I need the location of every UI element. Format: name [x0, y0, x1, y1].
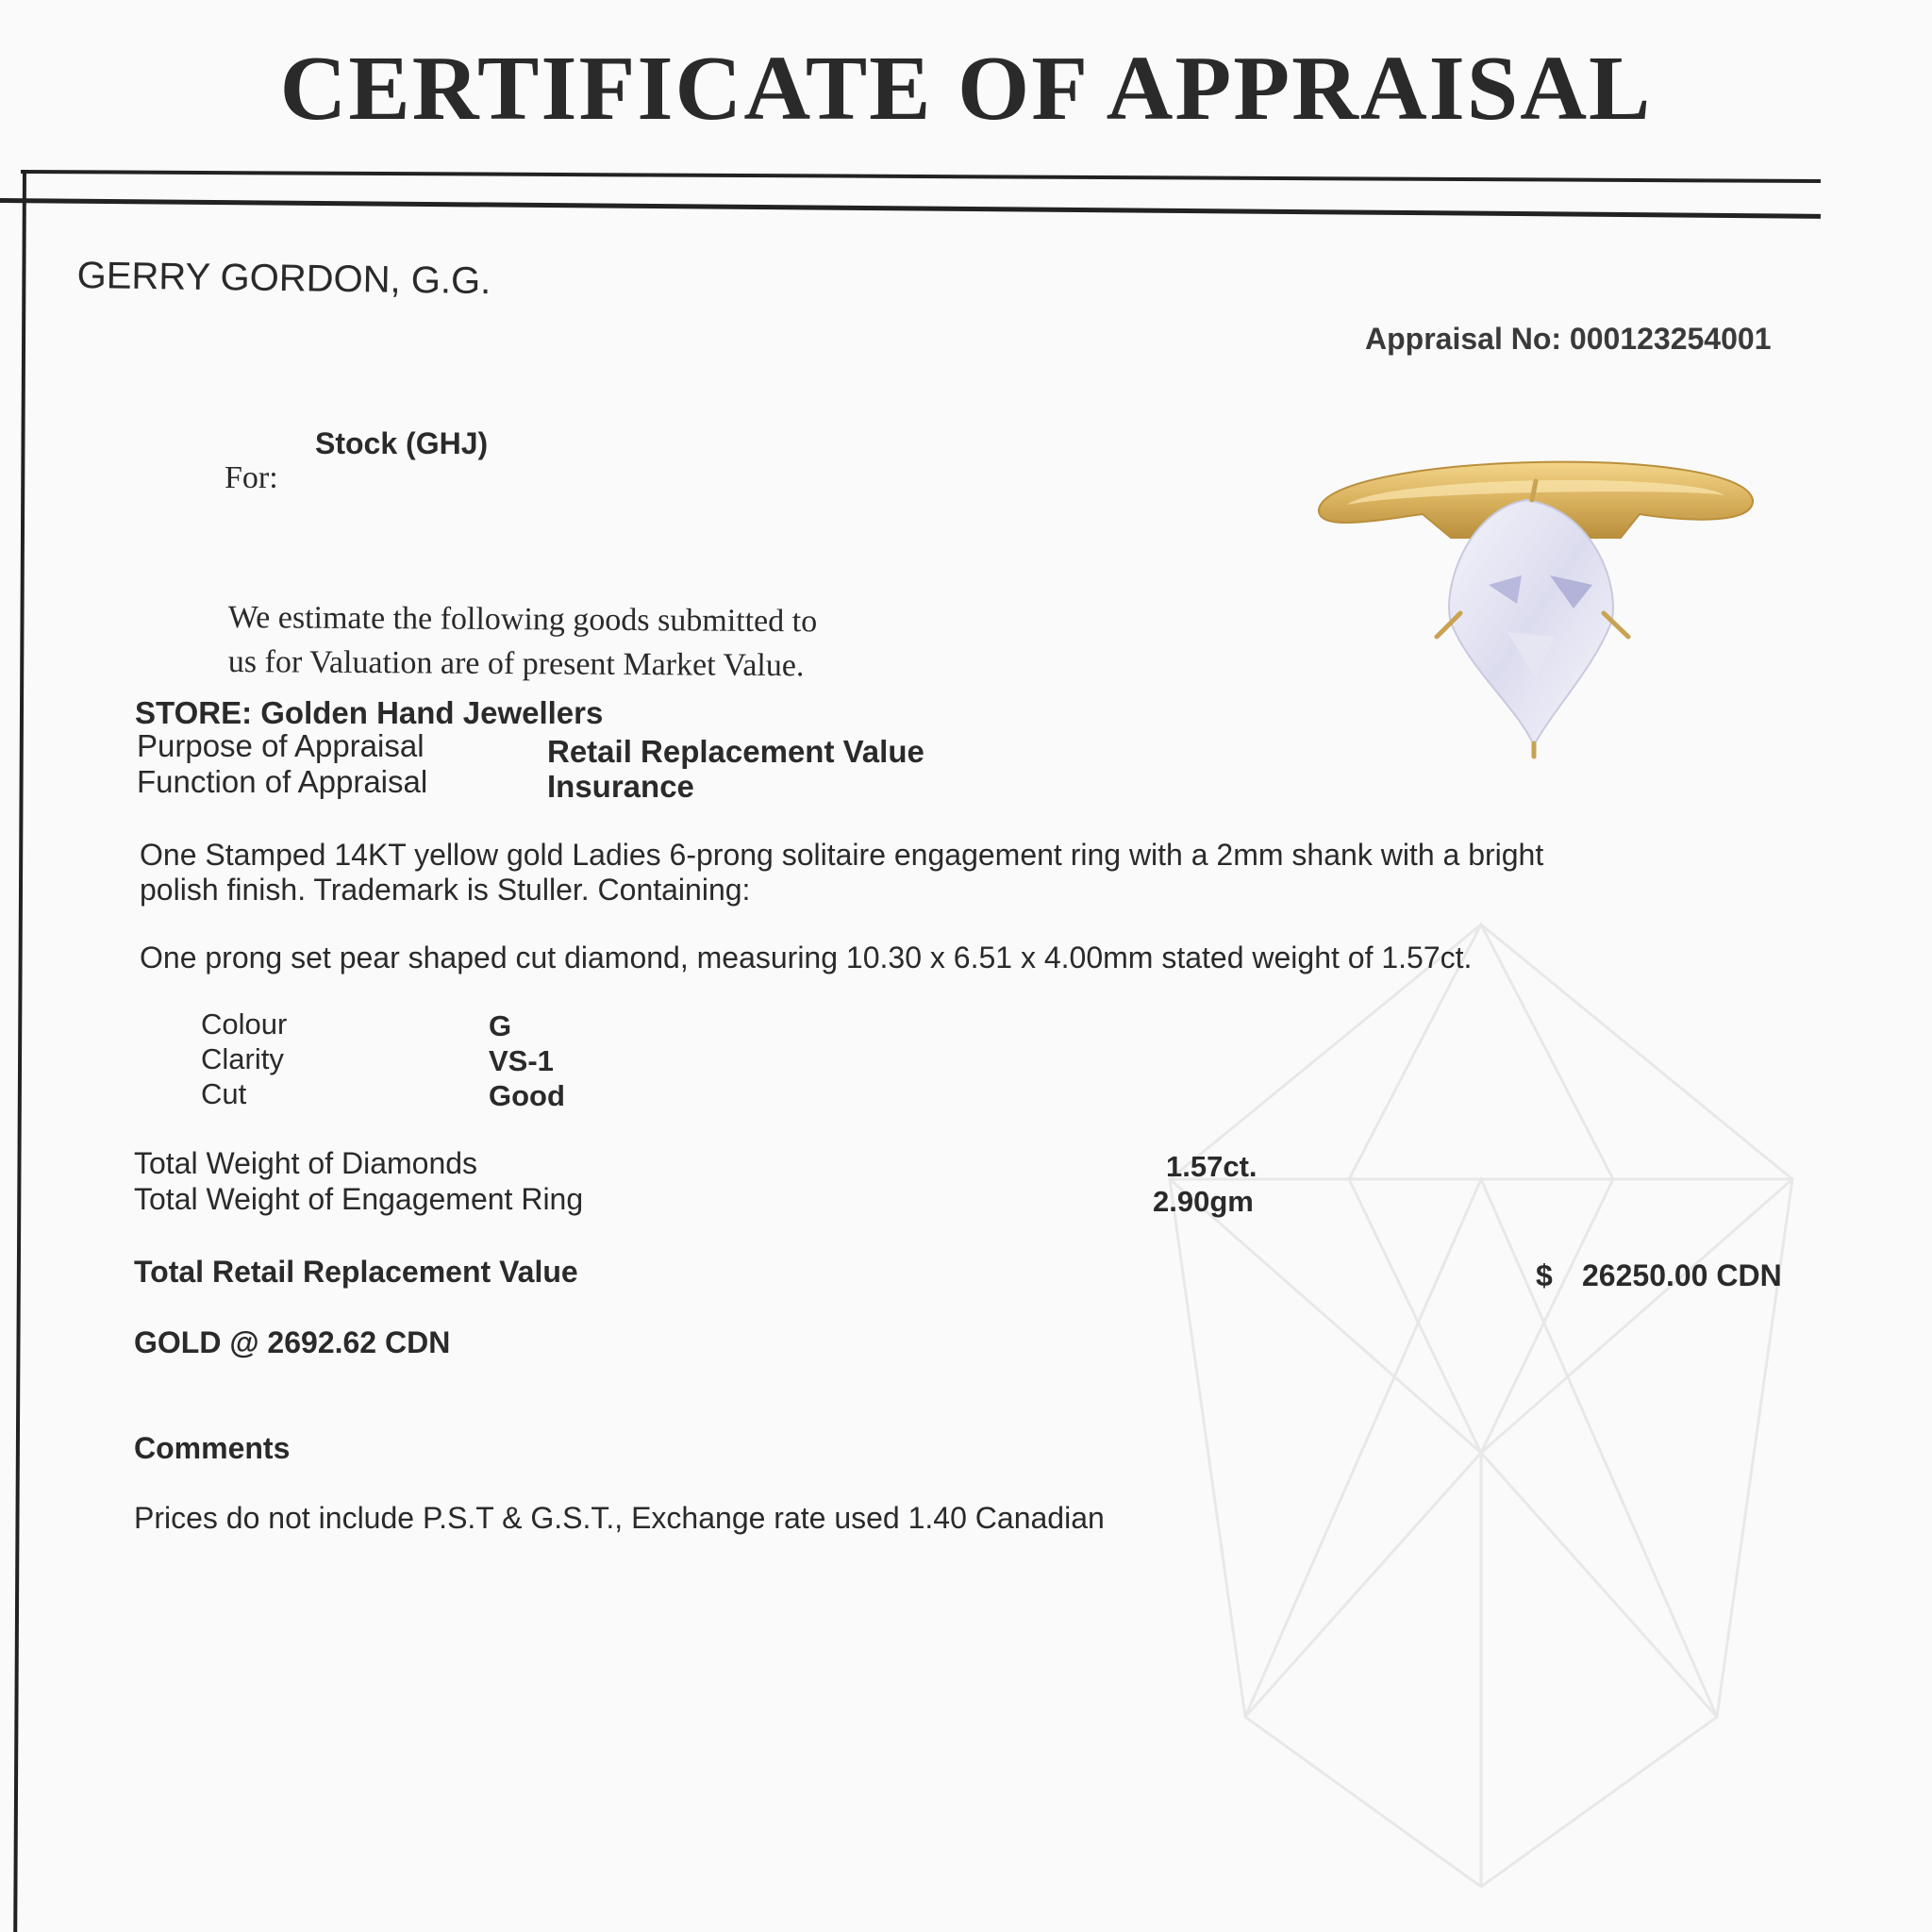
diamond-watermark — [1038, 868, 1924, 1924]
purpose-value: Retail Replacement Value — [547, 734, 924, 769]
total-value-label: Total Retail Replacement Value — [134, 1255, 578, 1289]
weight-label: Total Weight of Engagement Ring — [134, 1182, 584, 1216]
total-value: 26250.00 CDN — [1582, 1258, 1782, 1292]
grade-value: G — [489, 1009, 512, 1042]
client-name: Stock (GHJ) — [315, 426, 489, 460]
page-title: CERTIFICATE OF APPRAISAL — [279, 38, 1653, 140]
grade-label: Clarity — [201, 1042, 284, 1075]
second-rule — [0, 198, 1821, 219]
estimate-line-2: us for Valuation are of present Market Value. — [227, 644, 805, 684]
grade-value: VS-1 — [489, 1044, 554, 1077]
purpose-label: Purpose of Appraisal — [137, 728, 425, 763]
description-line-1: One Stamped 14KT yellow gold Ladies 6-prong solitaire engagement ring with a 2mm shank with a bright — [140, 838, 1544, 872]
left-border — [13, 170, 26, 1932]
store-name: STORE: Golden Hand Jewellers — [135, 695, 604, 730]
gold-price: GOLD @ 2692.62 CDN — [134, 1325, 451, 1359]
appraiser-name: GERRY GORDON, G.G. — [76, 255, 491, 303]
grade-value: Good — [489, 1079, 565, 1112]
top-rule — [21, 170, 1821, 183]
description-line-2: polish finish. Trademark is Stuller. Containing: — [140, 873, 751, 907]
comments-text: Prices do not include P.S.T & G.S.T., Exchange rate used 1.40 Canadian — [134, 1501, 1105, 1535]
grade-label: Colour — [201, 1008, 288, 1041]
function-label: Function of Appraisal — [137, 764, 428, 799]
weight-value: 1.57ct. — [1166, 1150, 1257, 1183]
diamond-description: One prong set pear shaped cut diamond, measuring 10.30 x 6.51 x 4.00mm stated weight of 1.57ct. — [140, 941, 1473, 974]
ring-photo — [1309, 443, 1762, 764]
appraisal-number: Appraisal No: 000123254001 — [1365, 322, 1772, 356]
grade-label: Cut — [201, 1077, 247, 1110]
function-value: Insurance — [547, 769, 694, 804]
estimate-line-1: We estimate the following goods submitted to — [227, 600, 818, 640]
for-label: For: — [225, 460, 278, 495]
comments-heading: Comments — [134, 1431, 291, 1465]
total-currency: $ — [1536, 1258, 1553, 1292]
weight-label: Total Weight of Diamonds — [134, 1146, 478, 1180]
weight-value: 2.90gm — [1153, 1185, 1254, 1218]
